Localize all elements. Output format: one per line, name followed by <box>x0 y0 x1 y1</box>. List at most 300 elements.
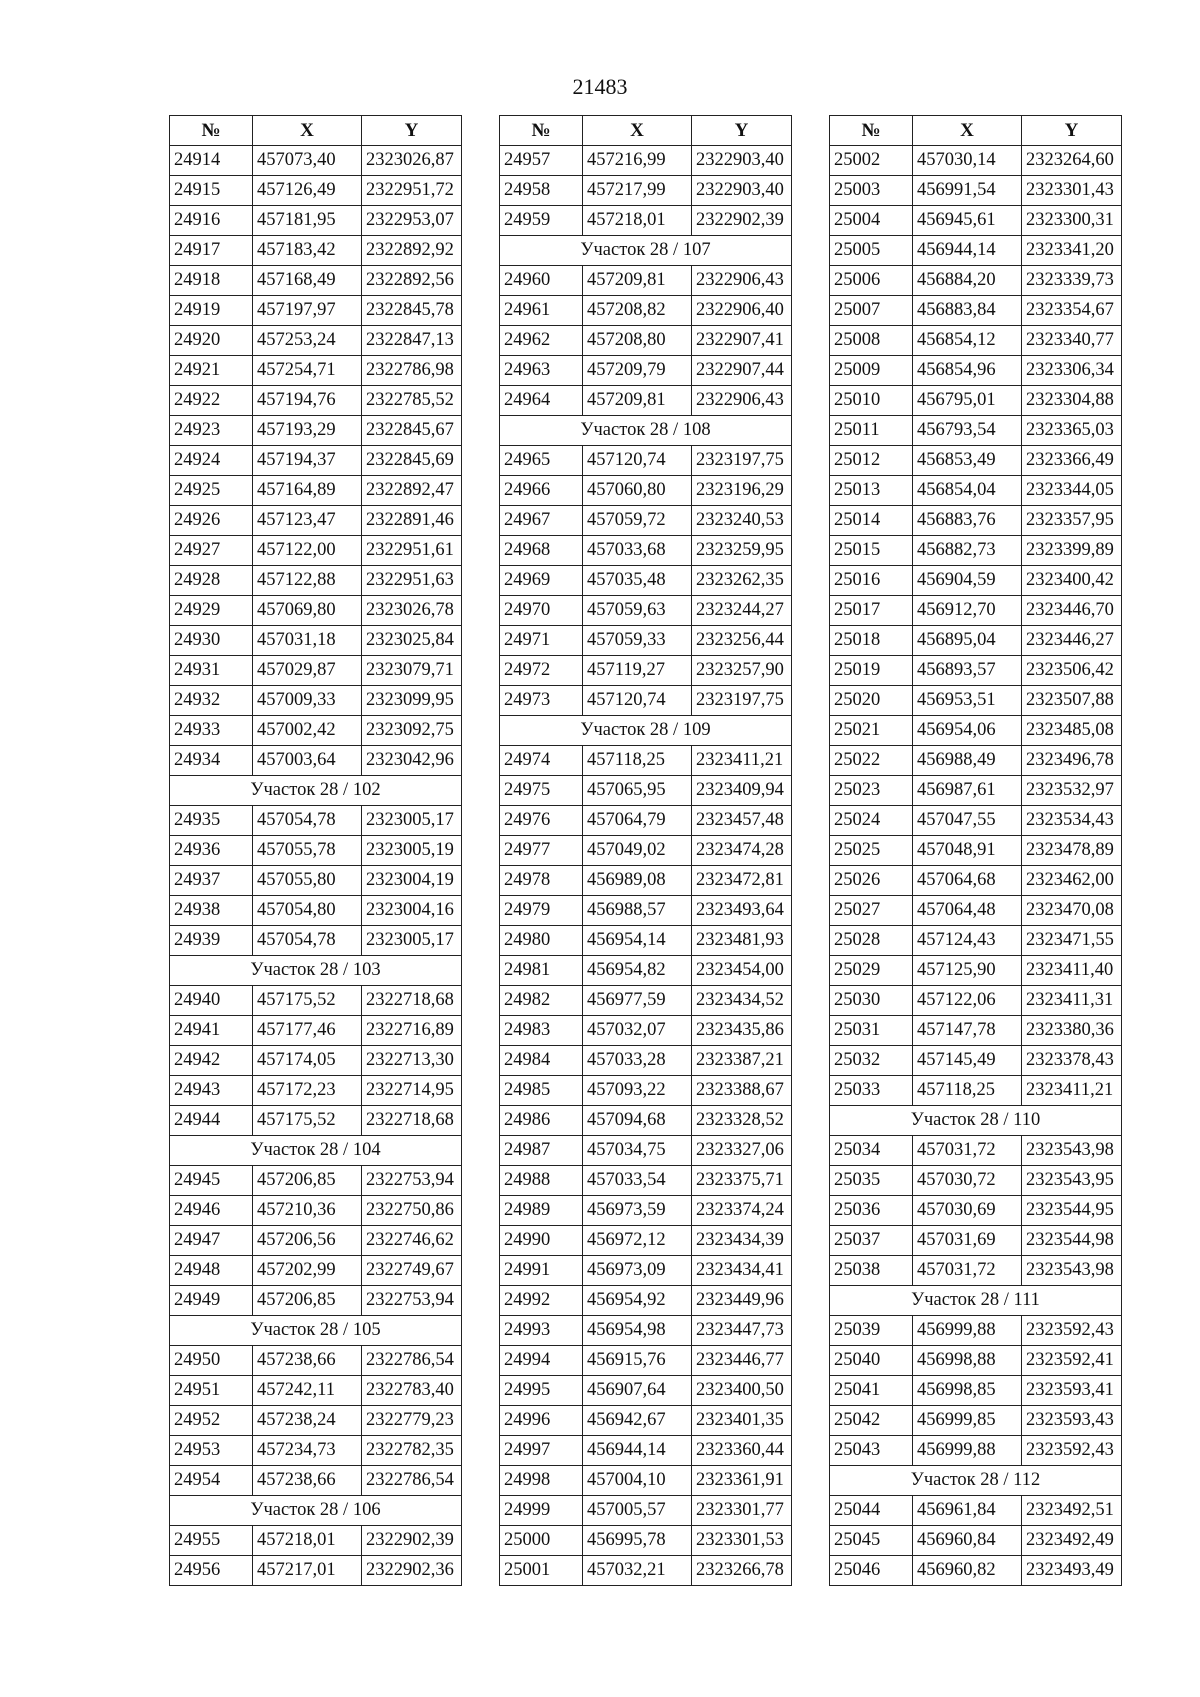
y-coordinate-cell: 2322786,98 <box>362 356 462 386</box>
point-number-cell: 25022 <box>830 746 913 776</box>
point-number-cell: 24926 <box>170 506 253 536</box>
table-row <box>500 296 792 326</box>
x-coordinate-cell: 457031,69 <box>913 1226 1022 1256</box>
point-number-cell: 25045 <box>830 1526 913 1556</box>
x-coordinate-cell: 457005,57 <box>583 1496 692 1526</box>
point-number-cell: 25021 <box>830 716 913 746</box>
point-number-cell: 24983 <box>500 1016 583 1046</box>
x-coordinate-cell: 457059,72 <box>583 506 692 536</box>
x-coordinate-cell: 456853,49 <box>913 446 1022 476</box>
table-row <box>500 1256 792 1286</box>
y-coordinate-cell: 2323025,84 <box>362 626 462 656</box>
point-number-cell: 25041 <box>830 1376 913 1406</box>
table-row <box>830 776 1122 806</box>
table-row <box>500 836 792 866</box>
table-row <box>170 866 462 896</box>
table-row <box>830 686 1122 716</box>
table-row <box>500 956 792 986</box>
x-coordinate-cell: 457164,89 <box>253 476 362 506</box>
section-title: Участок 28 / 108 <box>500 416 792 446</box>
y-coordinate-cell: 2322786,54 <box>362 1346 462 1376</box>
y-coordinate-cell: 2323401,35 <box>692 1406 792 1436</box>
point-number-cell: 24943 <box>170 1076 253 1106</box>
y-coordinate-cell: 2323411,21 <box>692 746 792 776</box>
y-coordinate-cell: 2323004,19 <box>362 866 462 896</box>
point-number-cell: 24949 <box>170 1286 253 1316</box>
x-coordinate-cell: 457216,99 <box>583 146 692 176</box>
table-row <box>170 1046 462 1076</box>
table-row <box>170 296 462 326</box>
y-coordinate-cell: 2323244,27 <box>692 596 792 626</box>
table-row <box>170 1286 462 1316</box>
x-coordinate-cell: 457206,56 <box>253 1226 362 1256</box>
table-row <box>170 476 462 506</box>
coordinate-tables <box>169 115 1142 1580</box>
point-number-cell: 24958 <box>500 176 583 206</box>
table-row <box>830 1256 1122 1286</box>
point-number-cell: 25015 <box>830 536 913 566</box>
y-coordinate-cell: 2322906,43 <box>692 266 792 296</box>
table-row <box>830 476 1122 506</box>
point-number-cell: 25000 <box>500 1526 583 1556</box>
x-coordinate-cell: 457054,80 <box>253 896 362 926</box>
table-row <box>170 446 462 476</box>
section-title: Участок 28 / 103 <box>170 956 462 986</box>
table-row <box>500 506 792 536</box>
table-row <box>170 1376 462 1406</box>
x-coordinate-cell: 457168,49 <box>253 266 362 296</box>
point-number-cell: 24984 <box>500 1046 583 1076</box>
y-coordinate-cell: 2323411,31 <box>1022 986 1122 1016</box>
point-number-cell: 24915 <box>170 176 253 206</box>
point-number-cell: 24937 <box>170 866 253 896</box>
table-row <box>500 146 792 176</box>
table-row <box>830 176 1122 206</box>
table-row <box>500 356 792 386</box>
table-row <box>170 536 462 566</box>
point-number-cell: 24993 <box>500 1316 583 1346</box>
y-coordinate-cell: 2323592,43 <box>1022 1316 1122 1346</box>
y-coordinate-cell: 2323301,53 <box>692 1526 792 1556</box>
point-number-cell: 25008 <box>830 326 913 356</box>
x-coordinate-cell: 457033,68 <box>583 536 692 566</box>
point-number-cell: 24922 <box>170 386 253 416</box>
header-number: № <box>170 116 253 146</box>
point-number-cell: 25030 <box>830 986 913 1016</box>
x-coordinate-cell: 456977,59 <box>583 986 692 1016</box>
table-row <box>170 1196 462 1226</box>
coordinate-table <box>829 115 1122 1586</box>
table-row <box>170 626 462 656</box>
x-coordinate-cell: 457029,87 <box>253 656 362 686</box>
x-coordinate-cell: 457206,85 <box>253 1286 362 1316</box>
x-coordinate-cell: 457194,37 <box>253 446 362 476</box>
point-number-cell: 24977 <box>500 836 583 866</box>
y-coordinate-cell: 2323447,73 <box>692 1316 792 1346</box>
y-coordinate-cell: 2323492,51 <box>1022 1496 1122 1526</box>
table-row <box>500 1556 792 1586</box>
y-coordinate-cell: 2323380,36 <box>1022 1016 1122 1046</box>
table-row <box>500 1406 792 1436</box>
x-coordinate-cell: 456953,51 <box>913 686 1022 716</box>
y-coordinate-cell: 2323449,96 <box>692 1286 792 1316</box>
section-row <box>500 716 792 746</box>
y-coordinate-cell: 2323457,48 <box>692 806 792 836</box>
x-coordinate-cell: 457118,25 <box>583 746 692 776</box>
y-coordinate-cell: 2322902,39 <box>692 206 792 236</box>
table-row <box>830 896 1122 926</box>
y-coordinate-cell: 2323340,77 <box>1022 326 1122 356</box>
section-title: Участок 28 / 111 <box>830 1286 1122 1316</box>
point-number-cell: 25009 <box>830 356 913 386</box>
x-coordinate-cell: 457064,79 <box>583 806 692 836</box>
header-y: Y <box>1022 116 1122 146</box>
point-number-cell: 25032 <box>830 1046 913 1076</box>
y-coordinate-cell: 2323042,96 <box>362 746 462 776</box>
table-row <box>500 1526 792 1556</box>
point-number-cell: 24956 <box>170 1556 253 1586</box>
y-coordinate-cell: 2323399,89 <box>1022 536 1122 566</box>
table-row <box>170 146 462 176</box>
table-row <box>500 1166 792 1196</box>
point-number-cell: 24981 <box>500 956 583 986</box>
y-coordinate-cell: 2323264,60 <box>1022 146 1122 176</box>
x-coordinate-cell: 456973,09 <box>583 1256 692 1286</box>
x-coordinate-cell: 456960,84 <box>913 1526 1022 1556</box>
table-row <box>830 1076 1122 1106</box>
x-coordinate-cell: 456972,12 <box>583 1226 692 1256</box>
y-coordinate-cell: 2322847,13 <box>362 326 462 356</box>
point-number-cell: 25035 <box>830 1166 913 1196</box>
point-number-cell: 24988 <box>500 1166 583 1196</box>
section-row <box>170 956 462 986</box>
x-coordinate-cell: 457055,80 <box>253 866 362 896</box>
x-coordinate-cell: 456895,04 <box>913 626 1022 656</box>
y-coordinate-cell: 2322753,94 <box>362 1166 462 1196</box>
table-row <box>500 1466 792 1496</box>
y-coordinate-cell: 2322716,89 <box>362 1016 462 1046</box>
x-coordinate-cell: 457054,78 <box>253 926 362 956</box>
point-number-cell: 25028 <box>830 926 913 956</box>
y-coordinate-cell: 2322750,86 <box>362 1196 462 1226</box>
x-coordinate-cell: 457175,52 <box>253 1106 362 1136</box>
x-coordinate-cell: 456945,61 <box>913 206 1022 236</box>
point-number-cell: 24934 <box>170 746 253 776</box>
x-coordinate-cell: 457208,80 <box>583 326 692 356</box>
point-number-cell: 25039 <box>830 1316 913 1346</box>
y-coordinate-cell: 2322786,54 <box>362 1466 462 1496</box>
table-row <box>830 746 1122 776</box>
table-row <box>830 866 1122 896</box>
y-coordinate-cell: 2323446,77 <box>692 1346 792 1376</box>
y-coordinate-cell: 2323543,95 <box>1022 1166 1122 1196</box>
table-row <box>830 956 1122 986</box>
point-number-cell: 24947 <box>170 1226 253 1256</box>
table-row <box>830 266 1122 296</box>
point-number-cell: 24923 <box>170 416 253 446</box>
x-coordinate-cell: 457033,28 <box>583 1046 692 1076</box>
x-coordinate-cell: 457030,72 <box>913 1166 1022 1196</box>
y-coordinate-cell: 2323262,35 <box>692 566 792 596</box>
x-coordinate-cell: 457209,79 <box>583 356 692 386</box>
x-coordinate-cell: 457064,48 <box>913 896 1022 926</box>
x-coordinate-cell: 456987,61 <box>913 776 1022 806</box>
point-number-cell: 24963 <box>500 356 583 386</box>
y-coordinate-cell: 2323256,44 <box>692 626 792 656</box>
point-number-cell: 25012 <box>830 446 913 476</box>
table-row <box>170 806 462 836</box>
x-coordinate-cell: 457122,88 <box>253 566 362 596</box>
y-coordinate-cell: 2323485,08 <box>1022 716 1122 746</box>
y-coordinate-cell: 2322903,40 <box>692 146 792 176</box>
table-header-row <box>830 116 1122 146</box>
x-coordinate-cell: 456915,76 <box>583 1346 692 1376</box>
y-coordinate-cell: 2323462,00 <box>1022 866 1122 896</box>
x-coordinate-cell: 457047,55 <box>913 806 1022 836</box>
point-number-cell: 25010 <box>830 386 913 416</box>
y-coordinate-cell: 2323304,88 <box>1022 386 1122 416</box>
point-number-cell: 24929 <box>170 596 253 626</box>
x-coordinate-cell: 457003,64 <box>253 746 362 776</box>
point-number-cell: 24927 <box>170 536 253 566</box>
section-row <box>830 1286 1122 1316</box>
x-coordinate-cell: 456999,85 <box>913 1406 1022 1436</box>
point-number-cell: 24928 <box>170 566 253 596</box>
table-row <box>500 266 792 296</box>
table-row <box>830 236 1122 266</box>
y-coordinate-cell: 2323306,34 <box>1022 356 1122 386</box>
header-y: Y <box>692 116 792 146</box>
x-coordinate-cell: 457120,74 <box>583 686 692 716</box>
point-number-cell: 24996 <box>500 1406 583 1436</box>
point-number-cell: 24994 <box>500 1346 583 1376</box>
y-coordinate-cell: 2322718,68 <box>362 1106 462 1136</box>
x-coordinate-cell: 457118,25 <box>913 1076 1022 1106</box>
table-row <box>830 536 1122 566</box>
table-row <box>830 446 1122 476</box>
point-number-cell: 24914 <box>170 146 253 176</box>
table-row <box>170 1016 462 1046</box>
x-coordinate-cell: 456999,88 <box>913 1436 1022 1466</box>
y-coordinate-cell: 2322892,92 <box>362 236 462 266</box>
point-number-cell: 24989 <box>500 1196 583 1226</box>
point-number-cell: 25031 <box>830 1016 913 1046</box>
header-x: X <box>583 116 692 146</box>
y-coordinate-cell: 2322714,95 <box>362 1076 462 1106</box>
point-number-cell: 24954 <box>170 1466 253 1496</box>
point-number-cell: 24940 <box>170 986 253 1016</box>
y-coordinate-cell: 2323259,95 <box>692 536 792 566</box>
section-row <box>170 1136 462 1166</box>
header-number: № <box>830 116 913 146</box>
table-row <box>830 416 1122 446</box>
table-row <box>830 206 1122 236</box>
x-coordinate-cell: 457181,95 <box>253 206 362 236</box>
point-number-cell: 25016 <box>830 566 913 596</box>
table-row <box>170 746 462 776</box>
y-coordinate-cell: 2322903,40 <box>692 176 792 206</box>
y-coordinate-cell: 2323534,43 <box>1022 806 1122 836</box>
x-coordinate-cell: 457122,00 <box>253 536 362 566</box>
section-title: Участок 28 / 104 <box>170 1136 462 1166</box>
y-coordinate-cell: 2322785,52 <box>362 386 462 416</box>
x-coordinate-cell: 457238,24 <box>253 1406 362 1436</box>
y-coordinate-cell: 2323544,98 <box>1022 1226 1122 1256</box>
point-number-cell: 25001 <box>500 1556 583 1586</box>
table-row <box>830 926 1122 956</box>
y-coordinate-cell: 2323532,97 <box>1022 776 1122 806</box>
y-coordinate-cell: 2323026,78 <box>362 596 462 626</box>
x-coordinate-cell: 457217,01 <box>253 1556 362 1586</box>
section-title: Участок 28 / 110 <box>830 1106 1122 1136</box>
table-row <box>500 896 792 926</box>
x-coordinate-cell: 456954,06 <box>913 716 1022 746</box>
table-row <box>170 1106 462 1136</box>
point-number-cell: 24959 <box>500 206 583 236</box>
point-number-cell: 24970 <box>500 596 583 626</box>
point-number-cell: 24950 <box>170 1346 253 1376</box>
point-number-cell: 24918 <box>170 266 253 296</box>
table-row <box>170 596 462 626</box>
table-row <box>170 716 462 746</box>
table-row <box>170 326 462 356</box>
x-coordinate-cell: 456954,82 <box>583 956 692 986</box>
point-number-cell: 24971 <box>500 626 583 656</box>
x-coordinate-cell: 457202,99 <box>253 1256 362 1286</box>
y-coordinate-cell: 2322779,23 <box>362 1406 462 1436</box>
x-coordinate-cell: 457125,90 <box>913 956 1022 986</box>
x-coordinate-cell: 457183,42 <box>253 236 362 266</box>
y-coordinate-cell: 2323544,95 <box>1022 1196 1122 1226</box>
point-number-cell: 24919 <box>170 296 253 326</box>
x-coordinate-cell: 457032,21 <box>583 1556 692 1586</box>
y-coordinate-cell: 2323197,75 <box>692 686 792 716</box>
y-coordinate-cell: 2323366,49 <box>1022 446 1122 476</box>
point-number-cell: 25006 <box>830 266 913 296</box>
y-coordinate-cell: 2323543,98 <box>1022 1136 1122 1166</box>
point-number-cell: 24974 <box>500 746 583 776</box>
table-row <box>500 1076 792 1106</box>
point-number-cell: 24935 <box>170 806 253 836</box>
y-coordinate-cell: 2323240,53 <box>692 506 792 536</box>
y-coordinate-cell: 2322746,62 <box>362 1226 462 1256</box>
y-coordinate-cell: 2323454,00 <box>692 956 792 986</box>
y-coordinate-cell: 2323592,41 <box>1022 1346 1122 1376</box>
y-coordinate-cell: 2323471,55 <box>1022 926 1122 956</box>
point-number-cell: 24998 <box>500 1466 583 1496</box>
y-coordinate-cell: 2322749,67 <box>362 1256 462 1286</box>
x-coordinate-cell: 457122,06 <box>913 986 1022 1016</box>
section-row <box>170 776 462 806</box>
table-row <box>830 506 1122 536</box>
point-number-cell: 25034 <box>830 1136 913 1166</box>
y-coordinate-cell: 2323409,94 <box>692 776 792 806</box>
point-number-cell: 24980 <box>500 926 583 956</box>
table-row <box>170 176 462 206</box>
x-coordinate-cell: 456999,88 <box>913 1316 1022 1346</box>
table-row <box>500 1016 792 1046</box>
y-coordinate-cell: 2323593,43 <box>1022 1406 1122 1436</box>
y-coordinate-cell: 2323005,17 <box>362 806 462 836</box>
y-coordinate-cell: 2323005,19 <box>362 836 462 866</box>
x-coordinate-cell: 457048,91 <box>913 836 1022 866</box>
header-x: X <box>253 116 362 146</box>
x-coordinate-cell: 456954,92 <box>583 1286 692 1316</box>
y-coordinate-cell: 2323361,91 <box>692 1466 792 1496</box>
x-coordinate-cell: 457174,05 <box>253 1046 362 1076</box>
y-coordinate-cell: 2323004,16 <box>362 896 462 926</box>
x-coordinate-cell: 457032,07 <box>583 1016 692 1046</box>
table-row <box>500 176 792 206</box>
x-coordinate-cell: 457124,43 <box>913 926 1022 956</box>
y-coordinate-cell: 2323375,71 <box>692 1166 792 1196</box>
x-coordinate-cell: 456854,96 <box>913 356 1022 386</box>
point-number-cell: 24924 <box>170 446 253 476</box>
section-row <box>170 1496 462 1526</box>
x-coordinate-cell: 456944,14 <box>913 236 1022 266</box>
x-coordinate-cell: 457009,33 <box>253 686 362 716</box>
table-row <box>170 1436 462 1466</box>
table-row <box>170 1166 462 1196</box>
section-row <box>830 1466 1122 1496</box>
point-number-cell: 24945 <box>170 1166 253 1196</box>
y-coordinate-cell: 2323593,41 <box>1022 1376 1122 1406</box>
y-coordinate-cell: 2323434,39 <box>692 1226 792 1256</box>
y-coordinate-cell: 2323357,95 <box>1022 506 1122 536</box>
x-coordinate-cell: 457059,63 <box>583 596 692 626</box>
y-coordinate-cell: 2322906,40 <box>692 296 792 326</box>
x-coordinate-cell: 457123,47 <box>253 506 362 536</box>
x-coordinate-cell: 456998,85 <box>913 1376 1022 1406</box>
y-coordinate-cell: 2323197,75 <box>692 446 792 476</box>
x-coordinate-cell: 456995,78 <box>583 1526 692 1556</box>
table-row <box>830 1226 1122 1256</box>
table-row <box>170 656 462 686</box>
table-row <box>170 836 462 866</box>
x-coordinate-cell: 457030,69 <box>913 1196 1022 1226</box>
y-coordinate-cell: 2323388,67 <box>692 1076 792 1106</box>
point-number-cell: 24965 <box>500 446 583 476</box>
x-coordinate-cell: 456884,20 <box>913 266 1022 296</box>
point-number-cell: 24978 <box>500 866 583 896</box>
y-coordinate-cell: 2323478,89 <box>1022 836 1122 866</box>
point-number-cell: 24991 <box>500 1256 583 1286</box>
y-coordinate-cell: 2322907,41 <box>692 326 792 356</box>
x-coordinate-cell: 457059,33 <box>583 626 692 656</box>
point-number-cell: 24990 <box>500 1226 583 1256</box>
y-coordinate-cell: 2322718,68 <box>362 986 462 1016</box>
point-number-cell: 25036 <box>830 1196 913 1226</box>
x-coordinate-cell: 457064,68 <box>913 866 1022 896</box>
point-number-cell: 24948 <box>170 1256 253 1286</box>
point-number-cell: 24942 <box>170 1046 253 1076</box>
y-coordinate-cell: 2323266,78 <box>692 1556 792 1586</box>
x-coordinate-cell: 456907,64 <box>583 1376 692 1406</box>
y-coordinate-cell: 2323446,70 <box>1022 596 1122 626</box>
point-number-cell: 25027 <box>830 896 913 926</box>
x-coordinate-cell: 457002,42 <box>253 716 362 746</box>
point-number-cell: 24966 <box>500 476 583 506</box>
x-coordinate-cell: 457254,71 <box>253 356 362 386</box>
y-coordinate-cell: 2323474,28 <box>692 836 792 866</box>
point-number-cell: 24979 <box>500 896 583 926</box>
x-coordinate-cell: 456988,57 <box>583 896 692 926</box>
x-coordinate-cell: 457218,01 <box>583 206 692 236</box>
section-title: Участок 28 / 106 <box>170 1496 462 1526</box>
x-coordinate-cell: 456882,73 <box>913 536 1022 566</box>
point-number-cell: 25017 <box>830 596 913 626</box>
x-coordinate-cell: 456883,76 <box>913 506 1022 536</box>
